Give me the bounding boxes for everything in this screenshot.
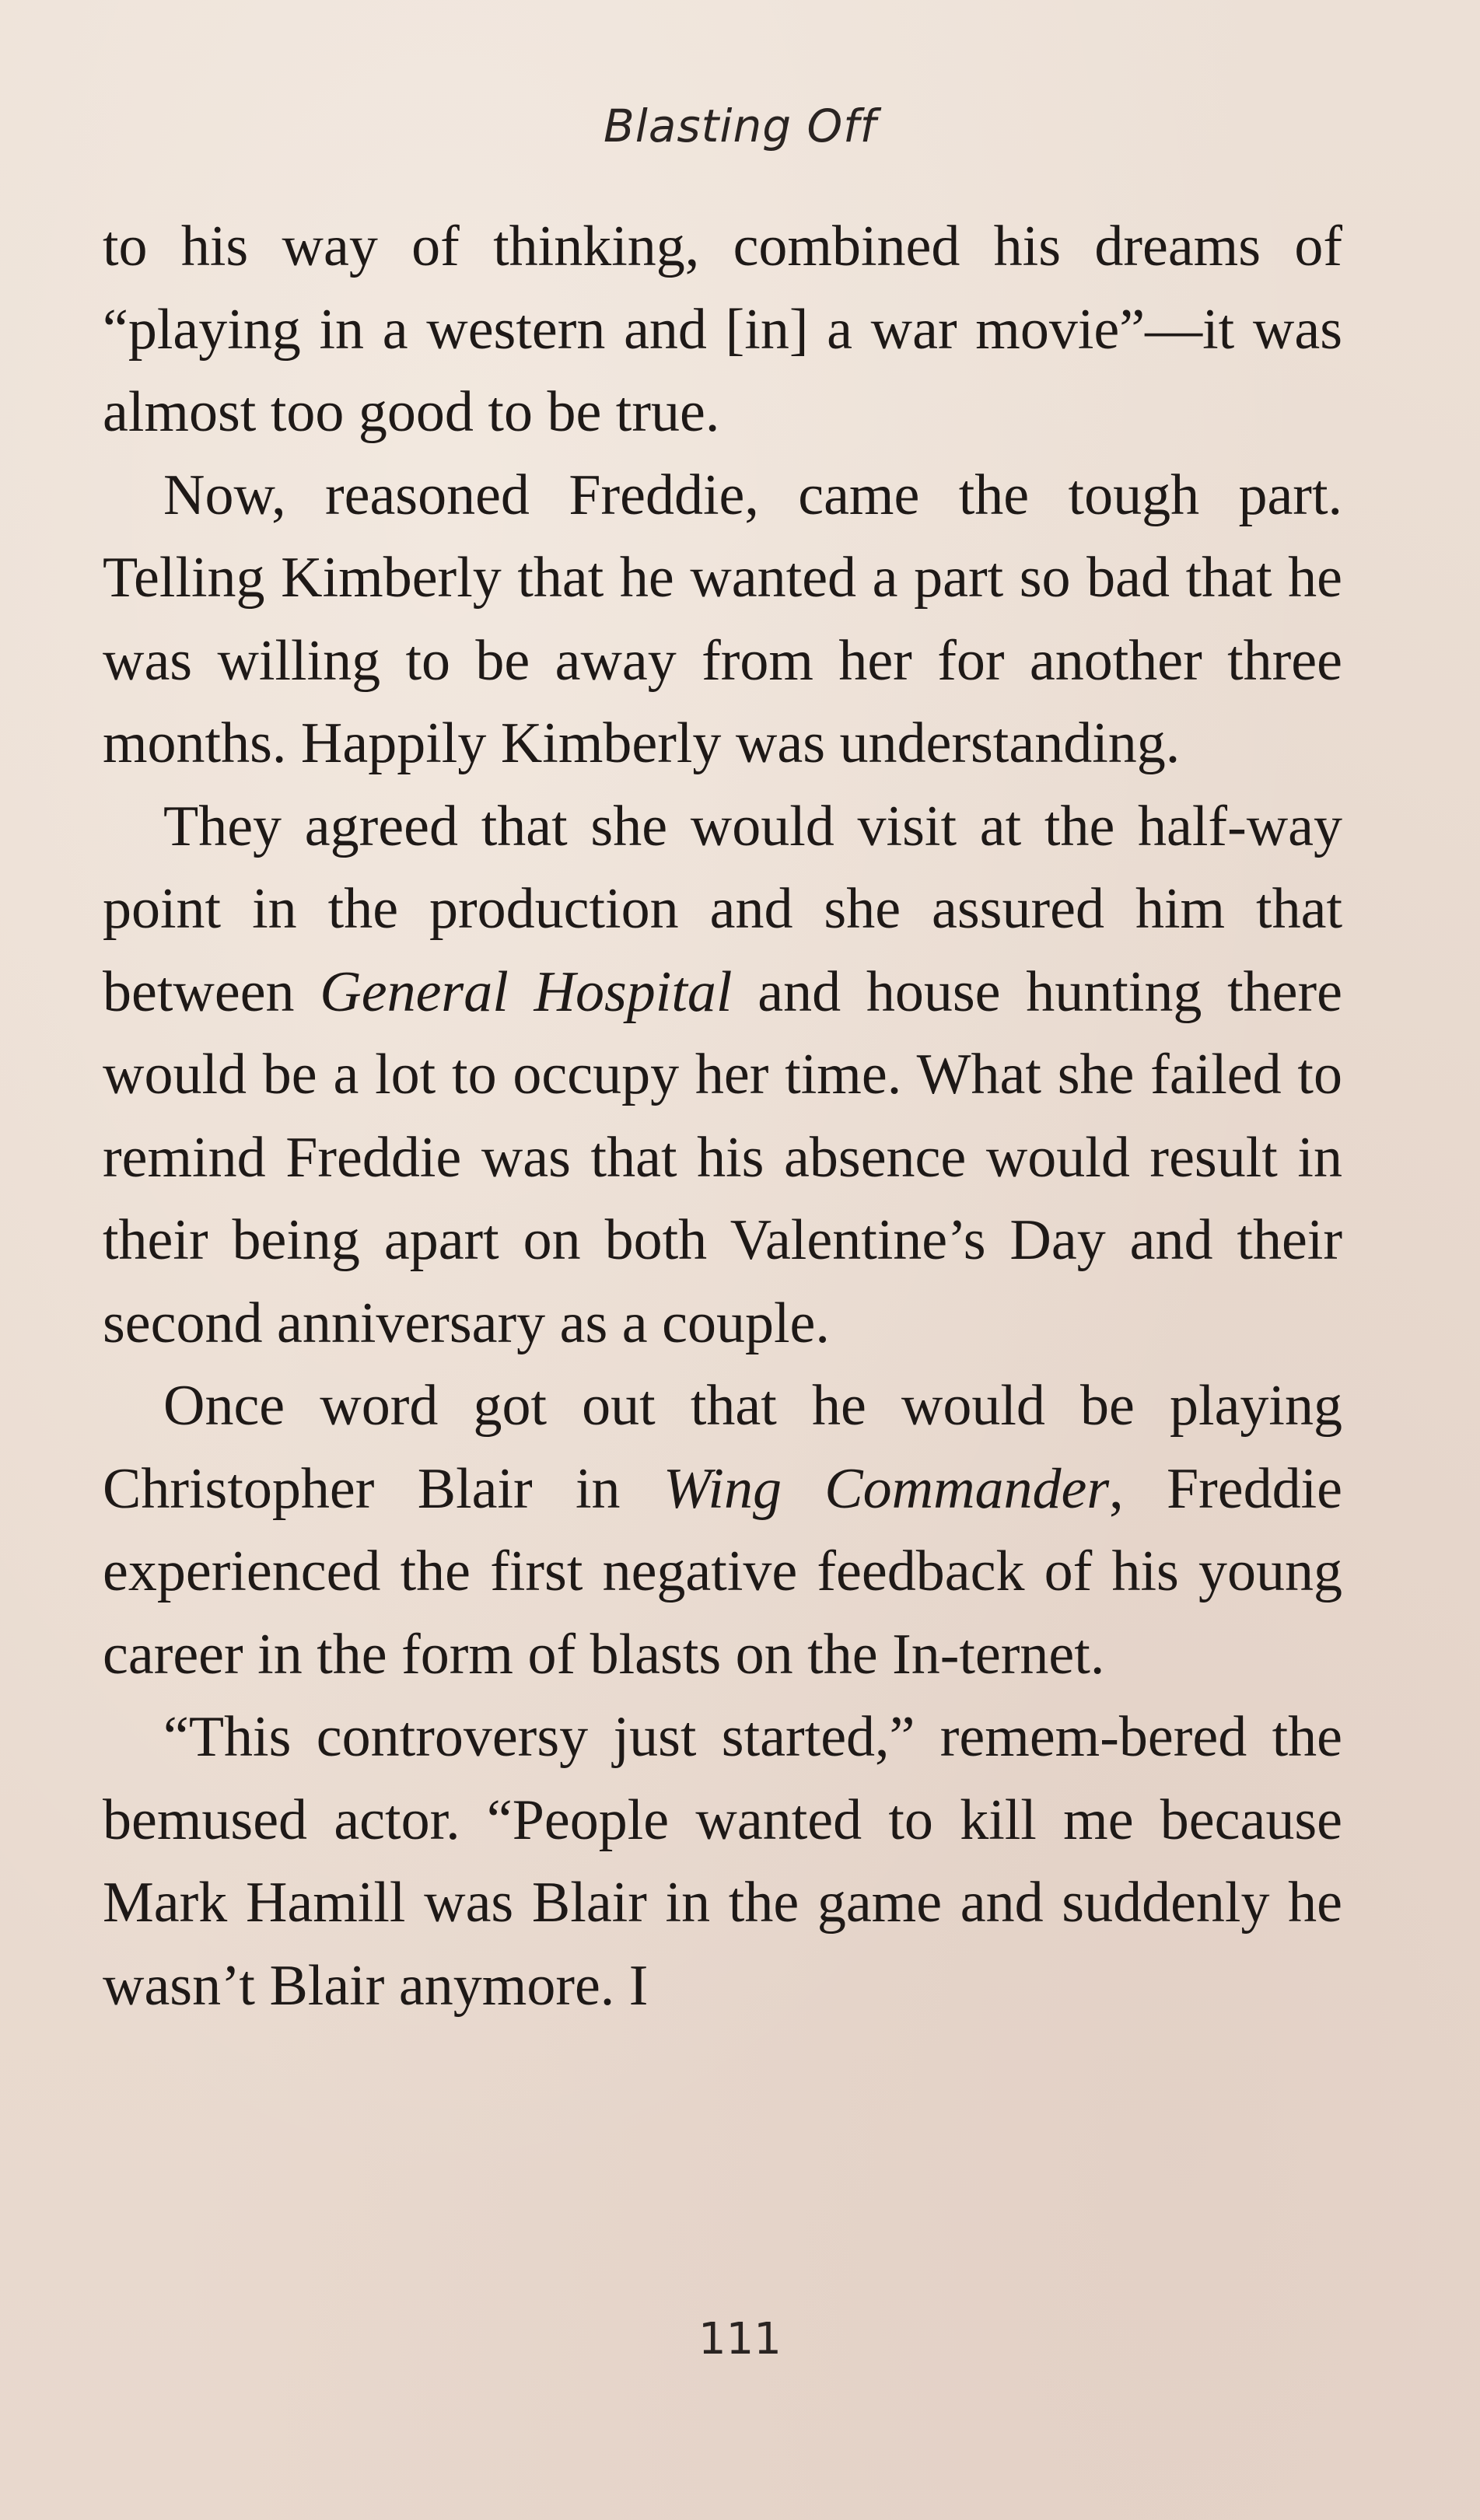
text-run: “This controversy just started,” remem-bered the bemused actor. “People wanted to kill me because Mark Hamill was Blair in the game and suddenly he wasn’t Blair anymore. I xyxy=(103,1705,1342,2018)
text-run: Once word got out that he would be playing Christopher Blair in xyxy=(103,1374,1342,1521)
italic-title: Wing Commander xyxy=(663,1456,1110,1521)
paragraph xyxy=(103,205,1342,454)
text-run: Now, reasoned Freddie, came the tough part. Telling Kimberly that he wanted a part so bad that he was willing to be away from her for another three months. Happily Kimberly was understanding. xyxy=(103,463,1342,775)
text-run: , Freddie experienced the first negative feedback of his young career in the form of blasts on the In-ternet. xyxy=(103,1456,1343,1686)
text-run: to his way of thinking, combined his dreams of “playing in a western and [in] a war movie”—it was almost too good to be true. xyxy=(103,215,1342,444)
paragraph xyxy=(103,1365,1342,1696)
paragraph xyxy=(103,454,1342,785)
paragraph xyxy=(103,785,1342,1365)
text-run: and house hunting there would be a lot to occupy her time. What she failed to remind Freddie was that his absence would result in their being apart on both Valentine’s Day and their second anniversary as a couple. xyxy=(103,959,1342,1355)
running-head: Blasting Off xyxy=(603,100,877,152)
page-number: 111 xyxy=(698,2314,782,2364)
paragraph xyxy=(103,1696,1342,2027)
italic-title: General Hospital xyxy=(320,959,733,1024)
text-run: They agreed that she would visit at the half-way point in the production and she assured him that between xyxy=(103,794,1342,1024)
body-text xyxy=(103,205,1342,2027)
